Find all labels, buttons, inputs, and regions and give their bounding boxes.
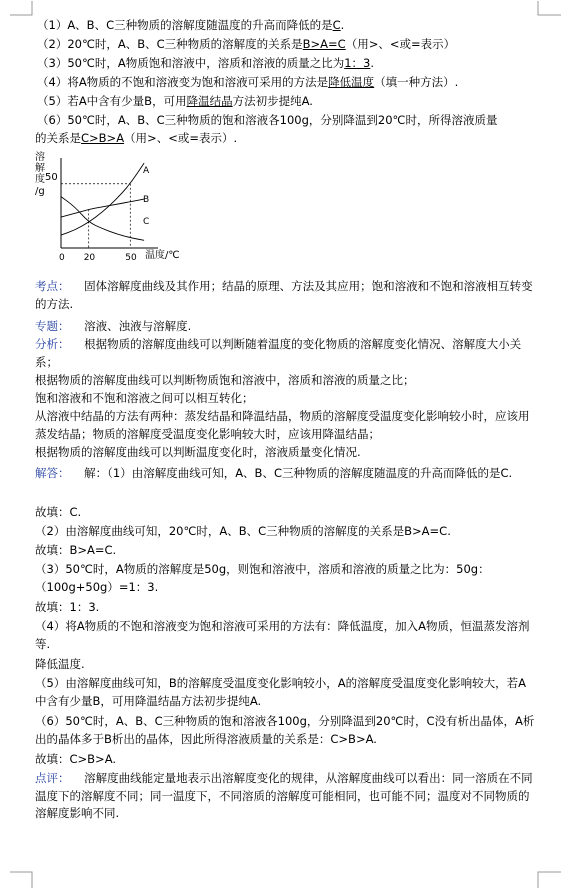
ylabel-line-1: 溶 [35,152,45,163]
dianping-label: 点评： [35,771,70,785]
fenxi-line-4: 根据物质的溶解度曲线可以判断温度变化时，溶液质量变化情况. [35,445,361,459]
solution-3: （3）50℃时，A物质的溶解度是50g，则饱和溶液中，溶质和溶液的质量之比为：50g：（100g+50g）=1：3. [35,562,490,594]
solution-4: （4）将A物质的不饱和溶液变为饱和溶液可采用的方法有：降低温度，加入A物质，恒温蒸发溶剂等. [35,619,530,651]
solution-5: （5）由溶解度曲线可知，B的溶解度受温度变化影响较小，A的溶解度受温度变化影响较大，若A中含有少量B，可用降温结晶方法初步提纯A. [35,676,526,708]
y-tick-50: 50 [45,172,58,183]
answer-5: 降温结晶 [186,94,233,108]
solution-answer-6: 故填：C>B>A. [35,752,117,766]
curve-label-a: A [143,166,150,176]
solution-6: （6）50℃时，A、B、C三种物质的饱和溶液各100g，分别降温到20℃时，C没有析出晶体，A析出的晶体多于B析出的晶体，因此所得溶液质量的关系是：C>B>A. [35,714,535,746]
fenxi: 分析： 根据物质的溶解度曲线可以判断随着温度的变化物质的溶解度变化情况、溶解度大小关系； [35,337,522,369]
x-tick-20: 20 [83,253,96,263]
ylabel-line-3: 度 [35,174,45,185]
curve-b [61,199,144,217]
x-axis-label: 温度/℃ [145,250,180,261]
question-6: （6）50℃时，A、B、C三种物质的饱和溶液各100g，分别降温到20℃时，所得溶液质量 [37,113,498,127]
solution-answer-4: 降低温度. [35,657,85,671]
solution-answer-2: 故填：B>A=C. [35,543,117,557]
fenxi-label: 分析： [35,337,70,351]
solution-label: 解答： [35,466,70,480]
question-4: （4）将A物质的不饱和溶液变为饱和溶液可采用的方法是降低温度（填一种方法）. [37,75,459,89]
answer-6: C>B>A [81,131,125,145]
question-5: （5）若A中含有少量B，可用降温结晶方法初步提纯A. [37,94,313,108]
curve-label-c: C [143,217,150,227]
kaodian: 考点： 固体溶解度曲线及其作用；结晶的原理、方法及其应用；饱和溶液和不饱和溶液相互转变的方法. [35,279,533,311]
curve-c [61,197,144,241]
solution-2: （2）由溶解度曲线可知，20℃时，A、B、C三种物质的溶解度的关系是B>A=C. [35,524,451,538]
x-tick-0: 0 [59,253,65,263]
kaodian-label: 考点： [35,279,70,293]
ylabel-line-2: 解 [35,163,45,174]
curve-label-b: B [143,195,150,205]
answer-4: 降低温度 [328,75,375,89]
solution-answer-3: 故填：1：3. [35,600,100,614]
question-2: （2）20℃时，A、B、C三种物质的溶解度的关系是B>A=C（用>、<或=表示） [37,37,456,51]
answer-2: B>A=C [302,37,346,51]
solubility-chart [33,150,183,270]
answer-3: 1：3 [344,56,371,70]
question-6-cont: 的关系是C>B>A（用>、<或=表示）. [35,131,238,145]
answer-1: C [332,18,341,32]
fenxi-line-3: 从溶液中结晶的方法有两种：蒸发结晶和降温结晶，物质的溶解度受温度变化影响较小时，应该用蒸发结晶；物质的溶解度受温度变化影响较大时，应该用降温结晶； [35,409,530,441]
solution-answer-1: 故填：C. [35,505,82,519]
question-3: （3）50℃时，A物质饱和溶液中，溶质和溶液的质量之比为1：3. [37,56,375,70]
solution-1: 解答： 解：（1）由溶解度曲线可知，A、B、C三种物质的溶解度随温度的升高而降低的是C. [35,466,513,480]
x-tick-50: 50 [125,253,137,263]
question-1: （1）A、B、C三种物质的溶解度随温度的升高而降低的是C. [37,18,345,32]
ylabel-line-4: /g [35,186,45,197]
fenxi-line-1: 根据物质的溶解度曲线可以判断物质饱和溶液中，溶质和溶液的质量之比； [35,373,415,387]
curve-a [61,163,144,235]
dianping: 点评： 溶解度曲线能定量地表示出溶解度变化的规律，从溶解度曲线可以看出：同一溶质在不同温度下的溶解度不同；同一温度下，不同溶质的溶解度可能相同，也可能不同；温度对不同物质的溶解度影响不同. [35,771,533,820]
zhuanti-label: 专题： [35,319,70,333]
fenxi-line-2: 饱和溶液和不饱和溶液之间可以相互转化； [35,391,254,405]
zhuanti: 专题： 溶液、浊液与溶解度. [35,319,192,333]
